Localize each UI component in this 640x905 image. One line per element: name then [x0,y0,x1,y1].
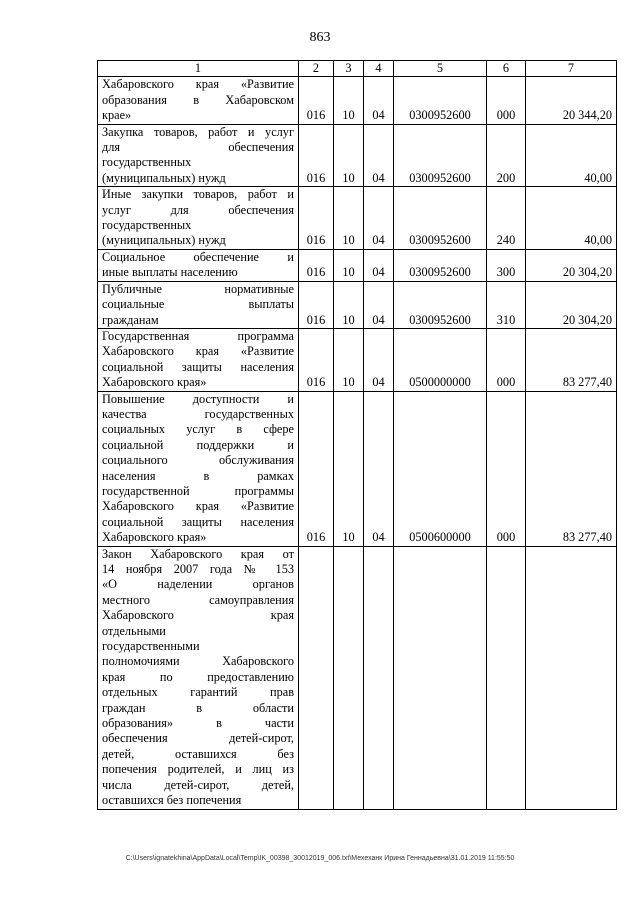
description-line: отдельными [102,623,166,638]
publisher-code: 016 [299,391,334,546]
table-row [98,249,617,281]
description-line: образования в Хабаровском [102,92,294,107]
publisher-code: 016 [299,187,334,250]
subsection-code [364,546,394,809]
publisher-code: 016 [299,249,334,281]
target-article-code: 0300952600 [394,77,487,124]
target-article-code: 0300952600 [394,187,487,250]
expense-type-code: 310 [487,281,526,328]
amount-value: 83 277,40 [526,391,617,546]
table-row [98,281,617,328]
description-line: оставшихся без попечения [102,793,242,808]
target-article-code [394,546,487,809]
description-line: крае» [102,108,132,123]
subsection-code: 04 [364,281,394,328]
column-header: 1 [98,61,299,77]
table-header-row [98,61,617,77]
section-code: 10 [334,187,364,250]
description-line: (муниципальных) нужд [102,170,226,185]
row-description [98,328,299,391]
amount-value: 20 304,20 [526,281,617,328]
expense-type-code [487,546,526,809]
subsection-code: 04 [364,77,394,124]
amount-value: 20 304,20 [526,249,617,281]
page-number: 863 [309,30,331,45]
row-description [98,77,299,124]
budget-table [97,60,617,810]
description-line: Повышение доступности и [102,391,294,406]
table-row [98,124,617,187]
column-header: 4 [364,61,394,77]
subsection-code: 04 [364,124,394,187]
row-description [98,281,299,328]
description-line: попечения родителей, и лиц из [102,762,294,777]
description-line: края по предоставлению [102,669,294,684]
section-code: 10 [334,391,364,546]
description-line: государственной программы [102,483,294,498]
description-line: (муниципальных) нужд [102,233,226,248]
section-code: 10 [334,281,364,328]
amount-value: 20 344,20 [526,77,617,124]
row-description [98,391,299,546]
row-description [98,546,299,809]
publisher-code: 016 [299,328,334,391]
publisher-code: 016 [299,124,334,187]
amount-value: 40,00 [526,187,617,250]
amount-value [526,546,617,809]
description-line: Иные закупки товаров, работ и [102,187,294,202]
description-line: Хабаровского края [102,608,294,623]
expense-type-code: 000 [487,391,526,546]
expense-type-code: 240 [487,187,526,250]
target-article-code: 0300952600 [394,249,487,281]
column-header: 3 [334,61,364,77]
expense-type-code: 000 [487,77,526,124]
description-line: числа детей-сирот, детей, [102,777,294,792]
description-line: Хабаровского края «Развитие [102,77,294,92]
file-path-footer: C:\Users\ignatekhina\AppData\Local\Temp\IK_00398_30012019_006.txt\Мехеханк Ирина Геннадьевна\31.01.2019 11:55:50 [125,855,515,862]
row-description [98,124,299,187]
description-line: гражданам [102,312,159,327]
row-description [98,187,299,250]
section-code: 10 [334,249,364,281]
description-line: услуг для обеспечения [102,202,294,217]
description-line: Хабаровского края» [102,530,207,545]
description-line: местного самоуправления [102,592,294,607]
section-code: 10 [334,77,364,124]
description-line: для обеспечения [102,140,294,155]
publisher-code [299,546,334,809]
amount-value: 83 277,40 [526,328,617,391]
description-line: государственных [102,155,192,170]
description-line: Социальное обеспечение и [102,249,294,264]
description-line: «О наделении органов [102,577,294,592]
description-line: государственными [102,639,200,654]
section-code: 10 [334,124,364,187]
publisher-code: 016 [299,77,334,124]
table-row [98,328,617,391]
description-line: полномочиями Хабаровского [102,654,294,669]
expense-type-code: 300 [487,249,526,281]
description-line: социального обслуживания [102,453,294,468]
description-line: Публичные нормативные [102,281,294,296]
description-line: Хабаровского края» [102,375,207,390]
target-article-code: 0300952600 [394,281,487,328]
subsection-code: 04 [364,249,394,281]
description-line: социальных услуг в сфере [102,422,294,437]
target-article-code: 0500000000 [394,328,487,391]
publisher-code: 016 [299,281,334,328]
description-line: граждан в области [102,700,294,715]
subsection-code: 04 [364,328,394,391]
description-line: Государственная программа [102,328,294,343]
description-line: обеспечения детей-сирот, [102,731,294,746]
description-line: социальной защиты населения [102,359,294,374]
description-line: социальные выплаты [102,297,294,312]
description-line: образования» в части [102,716,294,731]
target-article-code: 0500600000 [394,391,487,546]
description-line: социальной защиты населения [102,514,294,529]
expense-type-code: 200 [487,124,526,187]
section-code [334,546,364,809]
description-line: социальной поддержки и [102,437,294,452]
column-header: 2 [299,61,334,77]
description-line: 14 ноября 2007 года № 153 [102,562,294,576]
expense-type-code: 000 [487,328,526,391]
description-line: качества государственных [102,406,294,421]
column-header: 5 [394,61,487,77]
subsection-code: 04 [364,187,394,250]
description-line: Закон Хабаровского края от [102,546,294,561]
target-article-code: 0300952600 [394,124,487,187]
description-line: детей, оставшихся без [102,746,294,761]
table-row [98,77,617,124]
table-row [98,187,617,250]
section-code: 10 [334,328,364,391]
column-header: 6 [487,61,526,77]
description-line: Хабаровского края «Развитие [102,344,294,359]
amount-value: 40,00 [526,124,617,187]
description-line: населения в рамках [102,468,294,483]
table-row [98,391,617,546]
description-line: иные выплаты населению [102,265,238,280]
row-description [98,249,299,281]
column-header: 7 [526,61,617,77]
description-line: отдельных гарантий прав [102,685,294,700]
table-row [98,546,617,809]
subsection-code: 04 [364,391,394,546]
description-line: государственных [102,218,192,233]
description-line: Хабаровского края «Развитие [102,499,294,514]
description-line: Закупка товаров, работ и услуг [102,124,294,139]
